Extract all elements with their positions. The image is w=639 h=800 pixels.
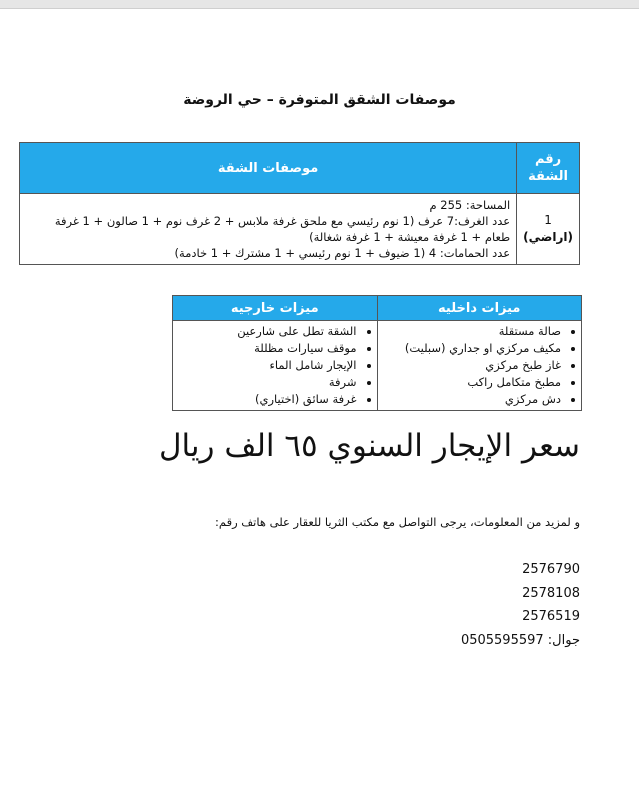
apartments-table — [19, 142, 580, 265]
header-apartment-number: رقم الشقة — [517, 143, 580, 194]
apartment-number-cell — [517, 194, 580, 265]
list-item: • غرفة سائق (اختياري) — [177, 391, 357, 408]
list-item: • الإيجار شامل الماء — [177, 357, 357, 374]
contact-note: و لمزيد من المعلومات، يرجى التواصل مع مكتب الثريا للعقار على هاتف رقم: — [215, 515, 580, 529]
phone-number: 2576790 — [522, 562, 580, 577]
bathrooms-line: عدد الحمامات: 4 (1 ضيوف + 1 نوم رئيسي + 1 مشترك + 1 خادمة) — [174, 246, 511, 260]
mobile-number: جوال: 0505595597 — [460, 632, 580, 648]
rooms-line: عدد الغرف:7 عرف (1 نوم رئيسي مع ملحق غرفة ملابس + 2 غرف نوم + 1 صالون + 1 غرفة طعام + 1 غرفة معيشة + 1 غرفة شغالة) — [54, 214, 511, 244]
external-features-list — [177, 323, 373, 408]
header-apartment-description: موصفات الشقة — [20, 143, 517, 194]
phone-number: 2576519 — [522, 609, 580, 624]
features-table — [172, 295, 582, 411]
annual-rent-price: سعر الإيجار السنوي ٦٥ الف ريال — [158, 428, 580, 464]
list-item: • شرفة — [177, 374, 357, 391]
top-edge-bar — [0, 0, 639, 9]
list-item: • موقف سيارات مظللة — [177, 340, 357, 357]
table-row — [173, 321, 582, 411]
list-item: • دش مركزي — [382, 391, 562, 408]
internal-features-cell — [377, 321, 582, 411]
apartment-number: 1 — [544, 213, 552, 227]
internal-features-list — [382, 323, 578, 408]
phone-number: 2578108 — [522, 585, 580, 601]
external-features-cell — [173, 321, 378, 411]
list-item: • مكيف مركزي او جداري (سبليت) — [382, 340, 562, 357]
features-table-header — [173, 296, 582, 321]
list-item: • غاز طبخ مركزي — [382, 357, 562, 374]
apartment-description-cell — [20, 194, 517, 265]
header-internal-features: ميزات داخليه — [377, 296, 582, 321]
list-item: • الشقة تطل على شارعين — [177, 323, 357, 340]
apartments-table-header — [20, 143, 580, 194]
phone-list — [461, 558, 580, 652]
list-item: • مطبخ متكامل راكب — [382, 374, 562, 391]
list-item: • صالة مستقلة — [382, 323, 562, 340]
header-external-features: ميزات خارجيه — [173, 296, 378, 321]
page-title: موصفات الشقق المتوفرة – حي الروضة — [183, 92, 456, 108]
area-line: المساحة: 255 م — [429, 198, 511, 212]
apartment-floor: (اراضي) — [523, 230, 573, 244]
table-row — [20, 194, 580, 265]
